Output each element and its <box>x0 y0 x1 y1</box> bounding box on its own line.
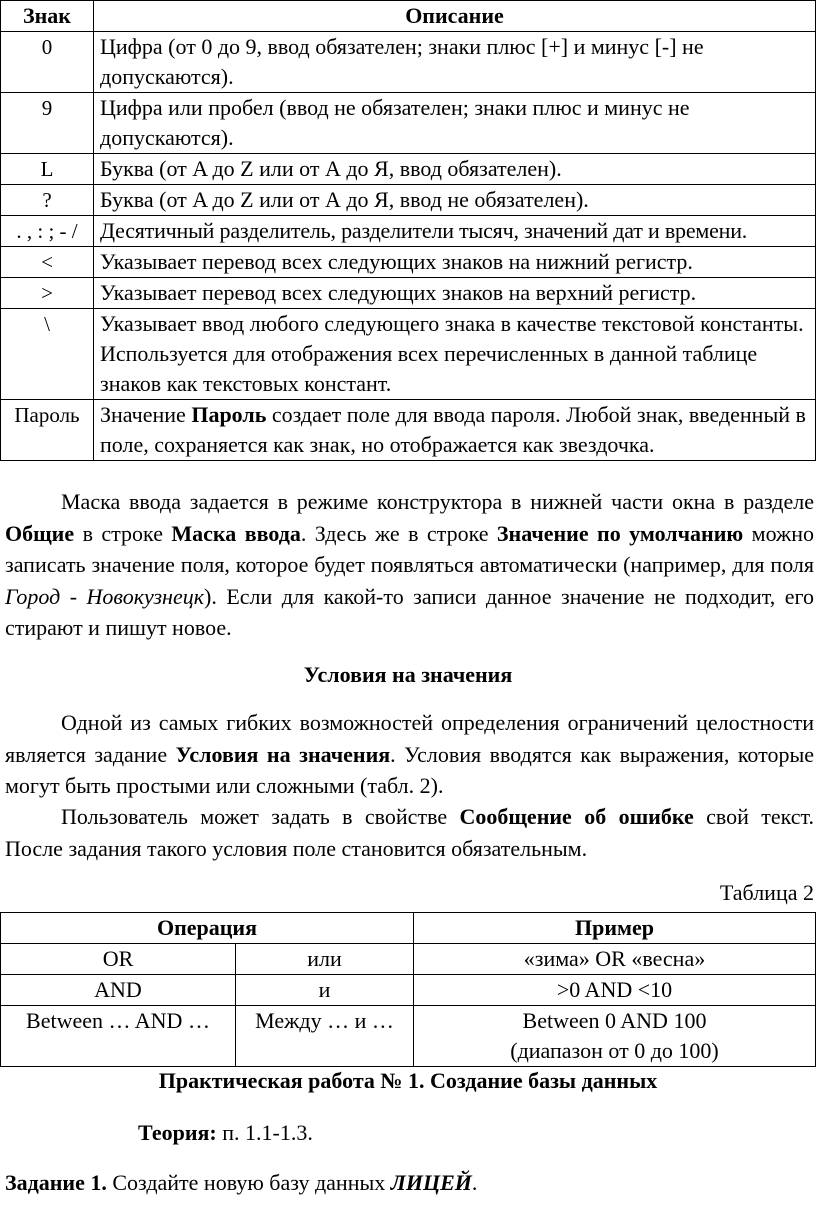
text: . Здесь же в строке <box>300 520 497 546</box>
mask-description: Буква (от A до Z или от А до Я, ввод обязателен). <box>94 154 816 185</box>
column-header-description: Описание <box>94 1 816 32</box>
desc-bold-term: Пароль <box>191 402 267 427</box>
mask-symbol: \ <box>1 309 94 400</box>
text: Маска ввода задается в режиме конструктора в нижней части окна в разделе <box>61 489 814 514</box>
task-end: . <box>471 1170 478 1195</box>
desc-text: создает поле для ввода пароля. Любой знак, введенный в поле, сохраняется как знак, но отображается как звездочка. <box>100 402 806 457</box>
operations-table <box>0 912 816 1067</box>
table-row <box>1 32 816 93</box>
paragraph-input-mask <box>5 486 814 644</box>
table-row <box>1 944 816 975</box>
mask-symbol: ? <box>1 185 94 216</box>
database-name: ЛИЦЕЙ <box>390 1170 472 1195</box>
text: Одной из самых гибких возможностей определения ограничений целостности является задание <box>5 710 814 767</box>
mask-symbol: Пароль <box>1 400 94 461</box>
operation-cell: Between … AND … <box>1 1006 236 1067</box>
table-caption: Таблица 2 <box>719 880 814 905</box>
table-row <box>1 1006 816 1067</box>
mask-symbol: L <box>1 154 94 185</box>
table-row <box>1 975 816 1006</box>
table-row <box>1 216 816 247</box>
mask-description: Цифра (от 0 до 9, ввод обязателен; знаки плюс [+] и минус [-] не допускаются). <box>94 32 816 93</box>
mask-symbol: 9 <box>1 93 94 154</box>
table-row <box>1 154 816 185</box>
column-header-example: Пример <box>414 913 816 944</box>
paragraph-error-message <box>5 801 814 864</box>
mask-symbol: 0 <box>1 32 94 93</box>
text: в строке <box>74 520 172 546</box>
table-row <box>1 278 816 309</box>
table-header-row <box>1 1 816 32</box>
bold-term: Сообщение об ошибке <box>459 804 694 829</box>
example-cell: «зима» OR «весна» <box>414 944 816 975</box>
mask-symbol: > <box>1 278 94 309</box>
mask-description: Указывает перевод всех следующих знаков на нижний регистр. <box>94 247 816 278</box>
desc-text: Значение <box>100 402 192 427</box>
mask-symbol: . , : ; - / <box>1 216 94 247</box>
column-header-operation: Операция <box>1 913 414 944</box>
example-cell: Between 0 AND 100 (диапазон от 0 до 100) <box>414 1006 816 1067</box>
section-heading: Условия на значения <box>303 662 513 687</box>
example-cell: >0 AND <10 <box>414 975 816 1006</box>
theory-text: п. 1.1-1.3. <box>216 1120 313 1145</box>
italic-term: Город <box>5 583 61 609</box>
text: - <box>60 583 87 609</box>
bold-term: Условия на значения <box>175 741 391 767</box>
bold-term: Значение по умолчанию <box>496 520 744 546</box>
table-row <box>1 400 816 461</box>
mask-description: Указывает перевод всех следующих знаков на верхний регистр. <box>94 278 816 309</box>
task-text: Создайте новую базу данных <box>106 1170 391 1195</box>
task-label: Задание 1. <box>5 1170 107 1195</box>
theory-label: Теория: <box>138 1120 217 1145</box>
mask-description: Указывает ввод любого следующего знака в качестве текстовой константы. Используется для отображения всех перечисленных в данной таблице знаков как текстовых констант. <box>94 309 816 400</box>
text: Пользователь может задать в свойстве <box>61 804 460 829</box>
operation-cell: AND <box>1 975 236 1006</box>
practice-title: Практическая работа № 1. Создание базы данных <box>158 1068 658 1093</box>
text: ). Если для какой-то записи данное значение не подходит, его стирают и пишут новое. <box>5 583 815 640</box>
table-row <box>1 93 816 154</box>
column-header-symbol: Знак <box>1 1 94 32</box>
task-line <box>5 1170 477 1196</box>
operation-ru-cell: Между … и … <box>236 1006 414 1067</box>
table-row <box>1 309 816 400</box>
operation-ru-cell: или <box>236 944 414 975</box>
operation-ru-cell: и <box>236 975 414 1006</box>
mask-description: Цифра или пробел (ввод не обязателен; знаки плюс и минус не допускаются). <box>94 93 816 154</box>
bold-term: Общие <box>5 520 75 546</box>
mask-symbol: < <box>1 247 94 278</box>
text: свой текст. После задания такого условия поле становится обязательным. <box>5 804 814 861</box>
mask-description: Буква (от A до Z или от А до Я, ввод не обязателен). <box>94 185 816 216</box>
input-mask-table <box>0 0 816 461</box>
mask-description: Десятичный разделитель, разделители тысяч, значений дат и времени. <box>94 216 816 247</box>
table-row <box>1 185 816 216</box>
mask-description <box>94 400 816 461</box>
text: можно записать значение поля, которое будет появляться автоматически (например, для поля <box>5 520 814 577</box>
italic-term: Новокузнецк <box>86 583 205 609</box>
paragraph-conditions <box>5 707 814 802</box>
table-row <box>1 247 816 278</box>
bold-term: Маска ввода <box>171 520 301 546</box>
table-header-row <box>1 913 816 944</box>
text: . Условия вводятся как выражения, которые могут быть простыми или сложными (табл. 2). <box>5 741 815 798</box>
operation-cell: OR <box>1 944 236 975</box>
theory-line <box>138 1120 313 1146</box>
